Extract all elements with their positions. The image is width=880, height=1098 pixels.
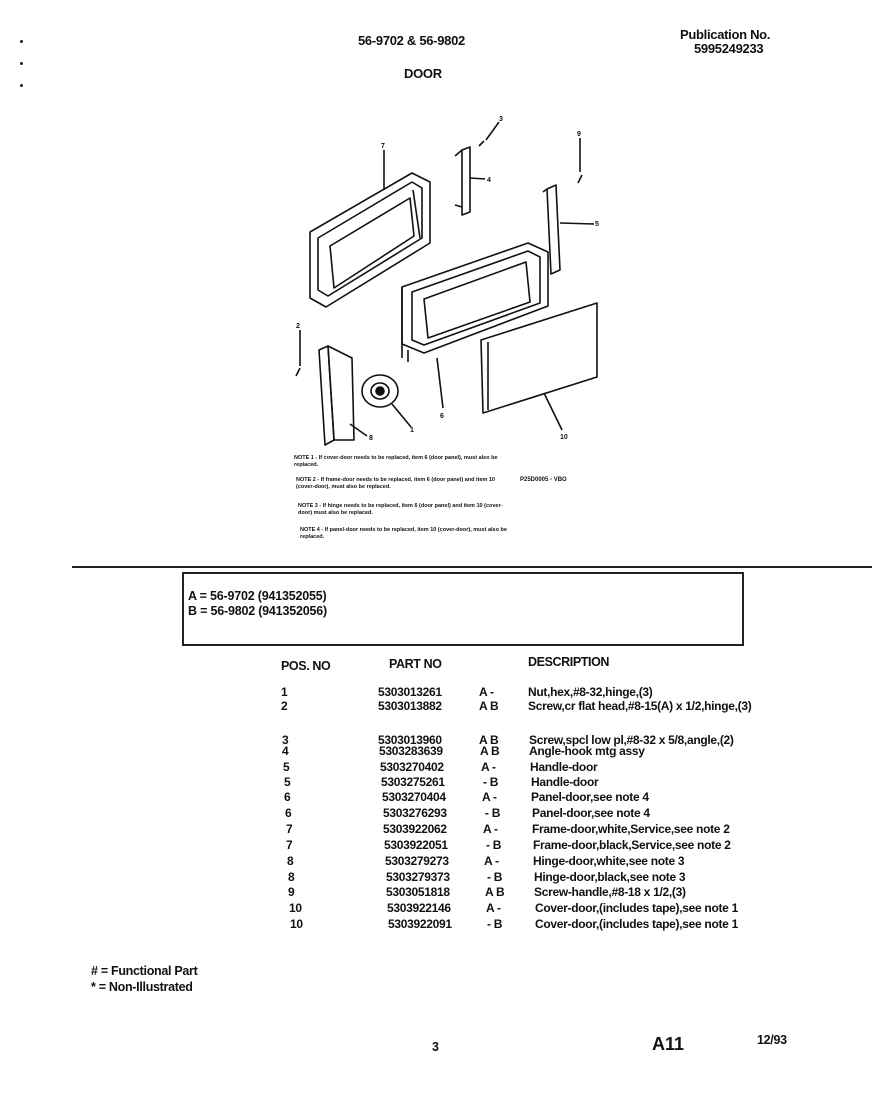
- diagram-code: P25D0005 - VBO: [520, 477, 567, 483]
- section-title: DOOR: [404, 66, 442, 81]
- note-1: NOTE 1 - If cover-door needs to be replaced, item 6 (door panel), must also be replaced.: [294, 455, 498, 468]
- row-part-number: 5303922062: [383, 822, 447, 836]
- nut-drawing: [362, 375, 398, 407]
- row-description: Panel-door,see note 4: [531, 790, 649, 804]
- row-description: Screw,cr flat head,#8-15(A) x 1/2,hinge,(3): [528, 699, 752, 713]
- row-part-number: 5303013261: [378, 685, 442, 699]
- row-models: A -: [482, 790, 497, 804]
- callout-1: 1: [410, 427, 414, 434]
- row-description: Cover-door,(includes tape),see note 1: [535, 901, 738, 915]
- note-3: NOTE 3 - If hinge needs to be replaced, item 6 (door panel) and item 10 (cover-door) must also be replaced.: [298, 503, 503, 516]
- row-description: Cover-door,(includes tape),see note 1: [535, 917, 738, 931]
- col-header-pos: POS. NO: [281, 659, 331, 673]
- row-pos: 4: [282, 744, 289, 758]
- row-pos: 2: [281, 699, 288, 713]
- row-models: - B: [487, 917, 503, 931]
- row-models: A B: [479, 699, 499, 713]
- row-part-number: 5303279373: [386, 870, 450, 884]
- page-number: 3: [432, 1040, 439, 1054]
- row-description: Frame-door,white,Service,see note 2: [532, 822, 730, 836]
- publication-number: 5995249233: [694, 41, 764, 56]
- row-pos: 10: [290, 917, 303, 931]
- row-pos: 10: [289, 901, 302, 915]
- screw-3-drawing: [479, 141, 484, 146]
- divider: [72, 566, 872, 568]
- row-models: A -: [481, 760, 496, 774]
- row-description: Panel-door,see note 4: [532, 806, 650, 820]
- row-pos: 9: [288, 885, 295, 899]
- handle-drawing: [543, 185, 560, 274]
- row-description: Angle-hook mtg assy: [529, 744, 645, 758]
- row-part-number: 5303270404: [382, 790, 446, 804]
- hinge-drawing: [319, 346, 354, 445]
- row-part-number: 5303013960: [378, 733, 442, 747]
- row-models: A B: [485, 885, 505, 899]
- row-description: Handle-door: [531, 775, 599, 789]
- row-pos: 5: [283, 760, 290, 774]
- row-models: A B: [479, 733, 499, 747]
- callout-9: 9: [577, 131, 581, 138]
- model-a-line: A = 56-9702 (941352055): [188, 589, 327, 603]
- row-pos: 5: [284, 775, 291, 789]
- model-b-line: B = 56-9802 (941352056): [188, 604, 327, 618]
- legend-non-illustrated: * = Non-Illustrated: [91, 980, 193, 994]
- row-models: - B: [487, 870, 503, 884]
- row-models: - B: [486, 838, 502, 852]
- row-models: A -: [484, 854, 499, 868]
- col-header-part: PART NO: [389, 657, 442, 671]
- revision-date: 12/93: [757, 1033, 787, 1047]
- row-description: Hinge-door,black,see note 3: [534, 870, 686, 884]
- row-part-number: 5303270402: [380, 760, 444, 774]
- callout-2: 2: [296, 323, 300, 330]
- row-description: Screw-handle,#8-18 x 1/2,(3): [534, 885, 686, 899]
- door-panel-drawing: [402, 243, 548, 362]
- legend-functional-part: # = Functional Part: [91, 964, 198, 978]
- callout-4: 4: [487, 177, 491, 184]
- row-pos: 8: [287, 854, 294, 868]
- callout-5: 5: [595, 221, 599, 228]
- row-models: A -: [486, 901, 501, 915]
- row-part-number: 5303051818: [386, 885, 450, 899]
- row-description: Frame-door,black,Service,see note 2: [533, 838, 731, 852]
- row-pos: 7: [286, 838, 293, 852]
- screw-2-drawing: [296, 368, 300, 376]
- angle-hook-drawing: [455, 147, 470, 215]
- frame-door-drawing: [310, 173, 430, 307]
- row-pos: 6: [284, 790, 291, 804]
- row-description: Nut,hex,#8-32,hinge,(3): [528, 685, 653, 699]
- callout-7: 7: [381, 143, 385, 150]
- row-part-number: 5303283639: [379, 744, 443, 758]
- model-numbers: 56-9702 & 56-9802: [358, 33, 465, 48]
- note-4: NOTE 4 - If panel-door needs to be replaced, item 10 (cover-door), must also be replaced.: [300, 527, 507, 540]
- row-models: A B: [480, 744, 500, 758]
- callout-6: 6: [440, 413, 444, 420]
- publication-label: Publication No.: [680, 27, 771, 42]
- note-2: NOTE 2 - If frame-door needs to be replaced, item 6 (door panel) and item 10 (cover-door), must also be replaced.: [296, 477, 495, 490]
- row-pos: 8: [288, 870, 295, 884]
- row-pos: 6: [285, 806, 292, 820]
- row-description: Handle-door: [530, 760, 598, 774]
- exploded-door-diagram: [0, 0, 880, 470]
- row-pos: 1: [281, 685, 288, 699]
- callout-8: 8: [369, 435, 373, 442]
- row-models: - B: [485, 806, 501, 820]
- row-pos: 3: [282, 733, 289, 747]
- row-part-number: 5303922091: [388, 917, 452, 931]
- row-part-number: 5303279273: [385, 854, 449, 868]
- callout-10: 10: [560, 434, 568, 441]
- row-models: A -: [479, 685, 494, 699]
- row-part-number: 5303922051: [384, 838, 448, 852]
- col-header-description: DESCRIPTION: [528, 655, 610, 669]
- cover-door-drawing: [481, 303, 597, 413]
- row-models: - B: [483, 775, 499, 789]
- page-code: A11: [652, 1034, 685, 1054]
- row-part-number: 5303013882: [378, 699, 442, 713]
- row-part-number: 5303275261: [381, 775, 445, 789]
- callout-3: 3: [499, 116, 503, 123]
- row-pos: 7: [286, 822, 293, 836]
- row-description: Screw,spcl low pl,#8-32 x 5/8,angle,(2): [529, 733, 734, 747]
- row-part-number: 5303922146: [387, 901, 451, 915]
- row-description: Hinge-door,white,see note 3: [533, 854, 685, 868]
- screw-9-drawing: [578, 175, 582, 183]
- row-part-number: 5303276293: [383, 806, 447, 820]
- row-models: A -: [483, 822, 498, 836]
